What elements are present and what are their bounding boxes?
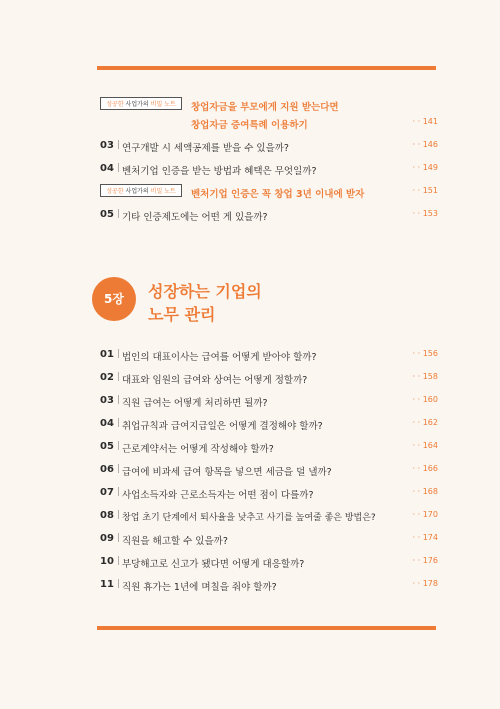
chapter-title — [148, 280, 262, 326]
entry-title: 근로계약서는 어떻게 작성해야 할까? — [122, 444, 274, 455]
separator: | — [117, 163, 121, 173]
entry-number: 05 — [100, 209, 114, 220]
page-number: · · 168 — [412, 487, 438, 496]
separator: | — [117, 418, 121, 428]
entry-number: 06 — [100, 464, 114, 475]
entry-number: 07 — [100, 487, 114, 498]
page-number: · · 141 — [412, 117, 438, 126]
entry-number: 09 — [100, 533, 114, 544]
page-number: · · 176 — [412, 556, 438, 565]
entry-title: 기타 인증제도에는 어떤 게 있을까? — [122, 212, 268, 223]
page-number: · · 166 — [412, 464, 438, 473]
chapter-badge: 5장 — [92, 277, 136, 321]
entry-title: 직원 휴가는 1년에 며칠을 줘야 할까? — [122, 582, 277, 593]
note-title-line1: 창업자금을 부모에게 지원 받는다면 — [191, 102, 339, 113]
page-number: · · 162 — [412, 418, 438, 427]
separator: | — [117, 487, 121, 497]
entry-title: 연구개발 시 세액공제를 받을 수 있을까? — [122, 143, 289, 154]
separator: | — [117, 533, 121, 543]
separator: | — [117, 140, 121, 150]
page-number: · · 156 — [412, 349, 438, 358]
entry-title: 창업 초기 단계에서 퇴사율을 낮추고 사기를 높여줄 좋은 방법은? — [122, 513, 376, 523]
page-number: · · 174 — [412, 533, 438, 542]
chapter-title-line1: 성장하는 기업의 — [148, 282, 262, 301]
entry-number: 01 — [100, 349, 114, 360]
entry-title: 직원 급여는 어떻게 처리하면 될까? — [122, 398, 268, 409]
entry-title: 급여에 비과세 급여 항목을 넣으면 세금을 덜 낼까? — [122, 467, 332, 478]
entry-title: 법인의 대표이사는 급여를 어떻게 받아야 할까? — [122, 352, 317, 363]
page-number: · · 153 — [412, 209, 438, 218]
note-title: 벤처기업 인증은 꼭 창업 3년 이내에 받자 — [191, 189, 365, 200]
page-number: · · 160 — [412, 395, 438, 404]
separator: | — [117, 556, 121, 566]
entry-number: 11 — [100, 579, 114, 590]
entry-number: 10 — [100, 556, 114, 567]
separator: | — [117, 579, 121, 589]
separator: | — [117, 395, 121, 405]
separator: | — [117, 372, 121, 382]
separator: | — [117, 209, 121, 219]
separator: | — [117, 510, 121, 520]
secret-note-badge: 성공한 사업가의 비밀 노트 — [100, 184, 182, 197]
top-rule — [97, 66, 436, 70]
entry-title: 사업소득자와 근로소득자는 어떤 점이 다를까? — [122, 490, 314, 501]
entry-title: 대표와 임원의 급여와 상여는 어떻게 정할까? — [122, 375, 308, 386]
entry-number: 08 — [100, 510, 114, 521]
page-number: · · 170 — [412, 510, 438, 519]
entry-number: 02 — [100, 372, 114, 383]
separator: | — [117, 349, 121, 359]
separator: | — [117, 464, 121, 474]
entry-title: 취업규칙과 급여지급일은 어떻게 결정해야 할까? — [122, 421, 323, 432]
entry-title: 직원을 해고할 수 있을까? — [122, 536, 228, 547]
bottom-rule — [97, 626, 436, 630]
page-number: · · 158 — [412, 372, 438, 381]
note-title-line2: 창업자금 증여특례 이용하기 — [191, 120, 308, 131]
page-number: · · 149 — [412, 163, 438, 172]
secret-note-badge: 성공한 사업가의 비밀 노트 — [100, 97, 182, 110]
page-number: · · 164 — [412, 441, 438, 450]
entry-number: 04 — [100, 418, 114, 429]
separator: | — [117, 441, 121, 451]
entry-title: 벤처기업 인증을 받는 방법과 혜택은 무엇일까? — [122, 166, 317, 177]
entry-number: 03 — [100, 395, 114, 406]
entry-title: 부당해고로 신고가 됐다면 어떻게 대응할까? — [122, 559, 305, 570]
page-number: · · 146 — [412, 140, 438, 149]
entry-number: 05 — [100, 441, 114, 452]
entry-number: 03 — [100, 140, 114, 151]
page-number: · · 151 — [412, 186, 438, 195]
entry-number: 04 — [100, 163, 114, 174]
chapter-title-line2: 노무 관리 — [148, 305, 216, 324]
page-number: · · 178 — [412, 579, 438, 588]
